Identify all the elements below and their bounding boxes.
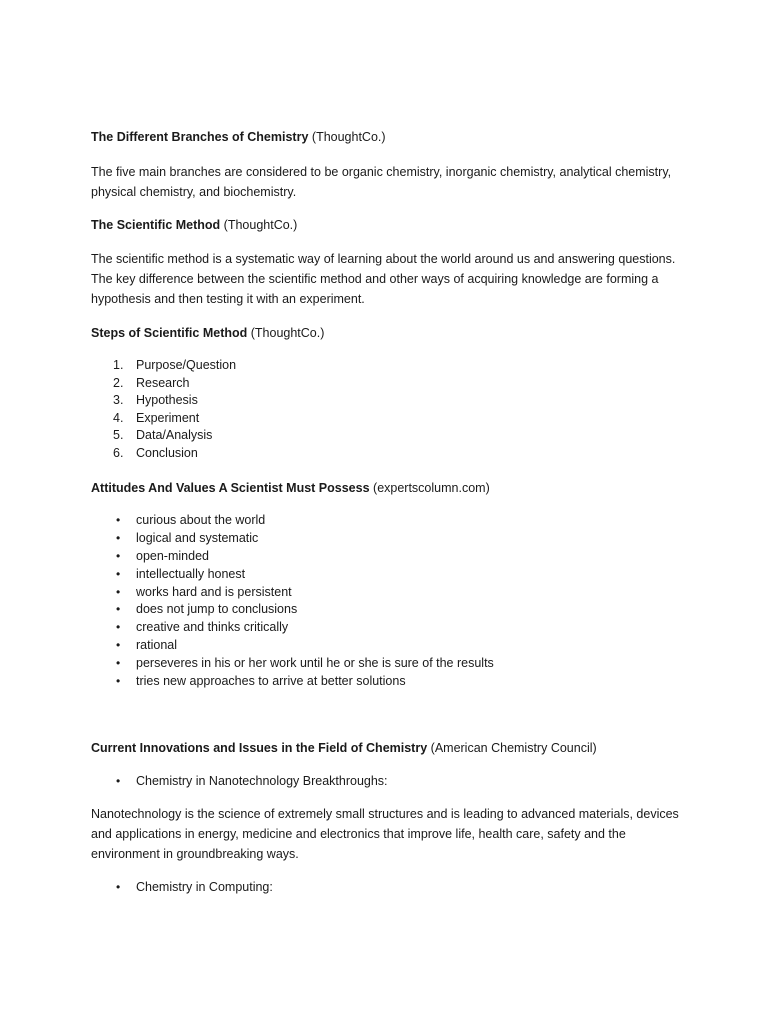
list-item bbox=[91, 410, 236, 428]
step-number: 6. bbox=[113, 445, 124, 460]
step-label: Data/Analysis bbox=[136, 428, 213, 443]
list-item bbox=[91, 673, 494, 691]
step-label: Research bbox=[136, 375, 190, 390]
attitudes-title: Attitudes And Values A Scientist Must Possess bbox=[91, 481, 370, 495]
step-label: Purpose/Question bbox=[136, 358, 237, 372]
method-title: The Scientific Method bbox=[91, 218, 221, 232]
list-item-text: intellectually honest bbox=[136, 566, 246, 581]
innovations-source: (American Chemistry Council) bbox=[430, 741, 597, 755]
branches-title: The Different Branches of Chemistry bbox=[91, 130, 309, 144]
step-label: Hypothesis bbox=[136, 393, 198, 408]
list-item-text: Chemistry in Nanotechnology Breakthroughs: bbox=[136, 774, 388, 788]
step-number: 2. bbox=[113, 375, 124, 390]
bullet-icon: • bbox=[116, 674, 121, 689]
list-item bbox=[91, 427, 236, 445]
step-number: 4. bbox=[113, 410, 124, 425]
list-item bbox=[91, 637, 494, 655]
list-item bbox=[91, 530, 494, 548]
bullet-icon: • bbox=[116, 584, 121, 599]
list-item bbox=[91, 879, 273, 897]
list-item bbox=[91, 773, 388, 791]
bullet-icon: • bbox=[116, 880, 121, 894]
steps-title: Steps of Scientific Method bbox=[91, 326, 248, 340]
branches-paragraph: The five main branches are considered to be organic chemistry, inorganic chemistry, analytical chemistry, physical chemistry, and biochemistry. bbox=[91, 165, 672, 199]
list-item-text: curious about the world bbox=[136, 513, 266, 527]
list-item bbox=[91, 548, 494, 566]
list-item-text: creative and thinks critically bbox=[136, 620, 289, 635]
list-item bbox=[91, 445, 236, 463]
list-item-text: perseveres in his or her work until he or she is sure of the results bbox=[136, 656, 494, 671]
nanotech-bullet bbox=[91, 773, 388, 791]
method-heading bbox=[91, 216, 297, 234]
list-item bbox=[91, 357, 236, 375]
steps-source: (ThoughtCo.) bbox=[250, 326, 325, 340]
steps-heading bbox=[91, 324, 324, 342]
bullet-icon: • bbox=[116, 566, 121, 581]
list-item bbox=[91, 601, 494, 619]
nanotech-paragraph: Nanotechnology is the science of extremely small structures and is leading to advanced materials, devices and applications in energy, medicine and electronics that improve life, health care, safety and the environment in groundbreaking ways. bbox=[91, 807, 679, 861]
attitudes-source: (expertscolumn.com) bbox=[373, 481, 490, 495]
method-source: (ThoughtCo.) bbox=[223, 218, 298, 232]
steps-list bbox=[91, 357, 236, 463]
list-item bbox=[91, 655, 494, 673]
list-item-text: works hard and is persistent bbox=[136, 584, 292, 599]
list-item bbox=[91, 566, 494, 584]
attitudes-list bbox=[91, 512, 494, 691]
list-item-text: Chemistry in Computing: bbox=[136, 880, 273, 894]
bullet-icon: • bbox=[116, 620, 121, 635]
attitudes-heading bbox=[91, 479, 490, 497]
list-item-text: rational bbox=[136, 638, 177, 653]
list-item bbox=[91, 375, 236, 393]
bullet-icon: • bbox=[116, 530, 121, 545]
list-item-text: tries new approaches to arrive at better solutions bbox=[136, 674, 406, 689]
method-paragraph: The scientific method is a systematic way of learning about the world around us and answering questions. The key difference between the scientific method and other ways of acquiring knowledge are forming a hypothesis and then testing it with an experiment. bbox=[91, 252, 676, 306]
list-item-text: logical and systematic bbox=[136, 530, 259, 545]
bullet-icon: • bbox=[116, 602, 121, 617]
step-label: Conclusion bbox=[136, 445, 198, 460]
innovations-heading bbox=[91, 739, 597, 757]
branches-source: (ThoughtCo.) bbox=[311, 130, 386, 144]
branches-heading bbox=[91, 128, 386, 146]
bullet-icon: • bbox=[116, 638, 121, 653]
innovations-title: Current Innovations and Issues in the Field of Chemistry bbox=[91, 741, 428, 755]
bullet-icon: • bbox=[116, 548, 121, 563]
step-number: 1. bbox=[113, 358, 124, 372]
list-item bbox=[91, 619, 494, 637]
list-item bbox=[91, 584, 494, 602]
computing-bullet bbox=[91, 879, 273, 897]
list-item bbox=[91, 392, 236, 410]
step-label: Experiment bbox=[136, 410, 200, 425]
bullet-icon: • bbox=[116, 656, 121, 671]
step-number: 3. bbox=[113, 393, 124, 408]
bullet-icon: • bbox=[116, 774, 121, 788]
step-number: 5. bbox=[113, 428, 124, 443]
bullet-icon: • bbox=[116, 513, 121, 527]
list-item-text: does not jump to conclusions bbox=[136, 602, 298, 617]
list-item-text: open-minded bbox=[136, 548, 209, 563]
list-item bbox=[91, 512, 494, 530]
